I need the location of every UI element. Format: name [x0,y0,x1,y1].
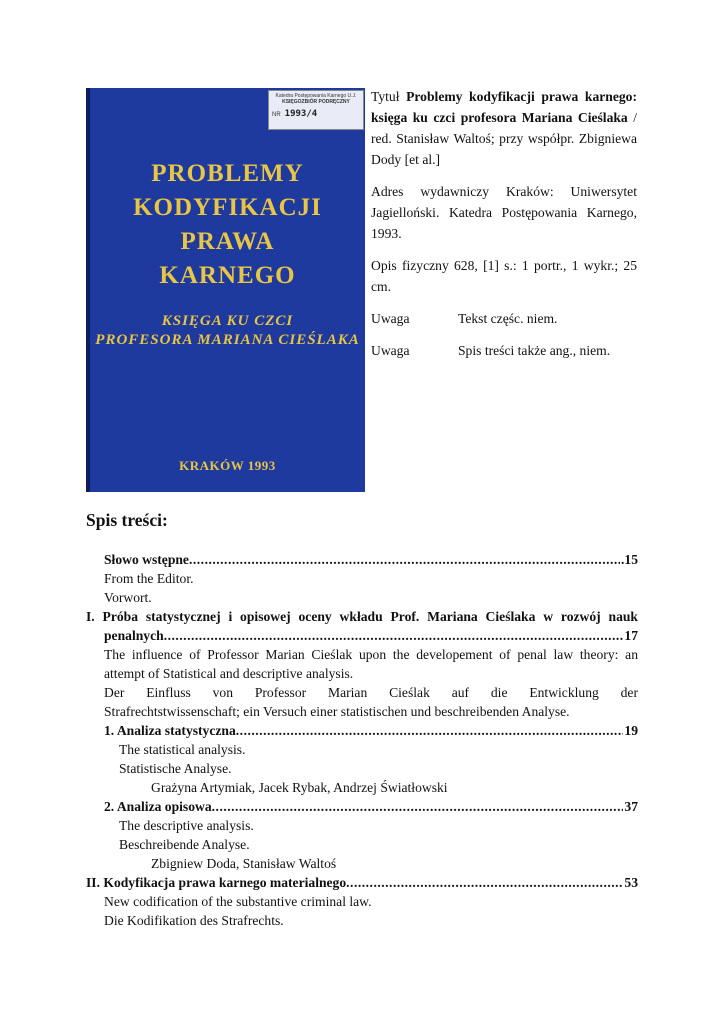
stamp-number: NR 1993/4 [272,109,318,119]
cover-subtitle-line: PROFESORA MARIANA CIEŚLAKA [95,332,360,348]
cover-title-line: KARNEGO [159,262,296,289]
record-title-value: Problemy kodyfikacji prawa karnego: księga ku czci profesora Mariana Cieślaka [371,89,637,125]
toc-entry-title: 1. Analiza statystyczna [104,723,236,738]
library-stamp [268,90,364,130]
toc-entry-foreword [86,550,638,569]
cover-title-line: PROBLEMY [151,160,304,187]
record-note [371,340,637,361]
toc-entry-part-2 [86,873,638,892]
record-publisher: Adres wydawniczy Kraków: Uniwersytet Jagielloński. Katedra Postępowania Karnego, 1993. [371,184,637,241]
toc-page-number: 53 [624,875,638,890]
toc-translation-de: Statistische Analyse. [119,761,232,776]
table-of-contents [86,550,638,930]
toc-page-number: .15 [621,552,638,567]
toc-entry-part-1 [86,626,638,645]
record-note-value: Tekst częśc. niem. [458,311,558,326]
record-title-responsibility: / red. Stanisław Waltoś; przy współpr. Zbigniewa Dody [et al.] [371,110,637,167]
record-physical-description: Opis fizyczny 628, [1] s.: 1 portr., 1 wykr.; 25 cm. [371,258,637,294]
toc-heading: Spis treści: [86,510,168,530]
toc-translation-en: From the Editor. [104,571,194,586]
toc-entry-chapter-1 [86,721,638,740]
toc-authors: Grażyna Artymiak, Jacek Rybak, Andrzej Światłowski [151,780,448,795]
cover-imprint: KRAKÓW 1993 [179,458,276,473]
dot-leader [212,797,624,816]
stamp-number-value: 1993/4 [284,109,318,119]
record-note [371,308,637,329]
dot-leader [236,721,624,740]
toc-translation-en: attempt of Statistical and descriptive analysis. [104,666,354,681]
toc-entry-chapter-2 [86,797,638,816]
toc-translation-de: Strafrechtstwissenschaft; ein Versuch einer statistischen und beschreibenden Analyse. [104,704,570,719]
toc-translation-de: Die Kodifikation des Strafrechts. [104,913,284,928]
dot-leader [346,873,623,892]
toc-translation-de: Vorwort. [104,590,152,605]
record-note-label: Uwaga [371,311,410,326]
record-title-label: Tytuł [371,89,400,104]
record-note-value: Spis treści także ang., niem. [458,343,611,358]
dot-leader [164,626,624,645]
record-title [371,86,637,170]
toc-translation-en: The descriptive analysis. [119,818,254,833]
toc-translation-en: The influence of Professor Marian Cieślak upon the developement of penal law theory: an [104,647,638,662]
toc-translation-de: Der Einfluss von Professor Marian Cieślak auf die Entwicklung der [104,685,638,700]
cover-title-line: KODYFIKACJI [133,194,322,221]
cover-subtitle-line: KSIĘGA KU CZCI [161,313,294,329]
toc-entry-title: II. Kodyfikacja prawa karnego materialnego [86,875,347,890]
stamp-line-2: KSIĘGOZBIÓR PODRĘCZNY [282,99,350,105]
toc-translation-en: The statistical analysis. [119,742,246,757]
cover-title-line: PRAWA [180,228,275,255]
book-cover-image [86,88,365,492]
toc-authors: Zbigniew Doda, Stanisław Waltoś [151,856,337,871]
stamp-line-1: Katedra Postępowania Karnego U.J. [275,93,357,99]
toc-page-number: 17 [624,628,638,643]
record-note-label: Uwaga [371,343,410,358]
toc-entry-title: 2. Analiza opisowa [104,799,212,814]
bibliographic-record [371,86,637,372]
toc-translation-en: New codification of the substantive criminal law. [104,894,372,909]
toc-part-title: I. Próba statystycznej i opisowej oceny wkładu Prof. Mariana Cieślaka w rozwój nauk [86,609,638,624]
dot-leader [189,550,620,569]
toc-page-number: 19 [624,723,638,738]
toc-page-number: 37 [624,799,638,814]
toc-entry-title: Słowo wstępne [104,552,189,567]
toc-translation-de: Beschreibende Analyse. [119,837,250,852]
toc-entry-title: penalnych [104,628,164,643]
